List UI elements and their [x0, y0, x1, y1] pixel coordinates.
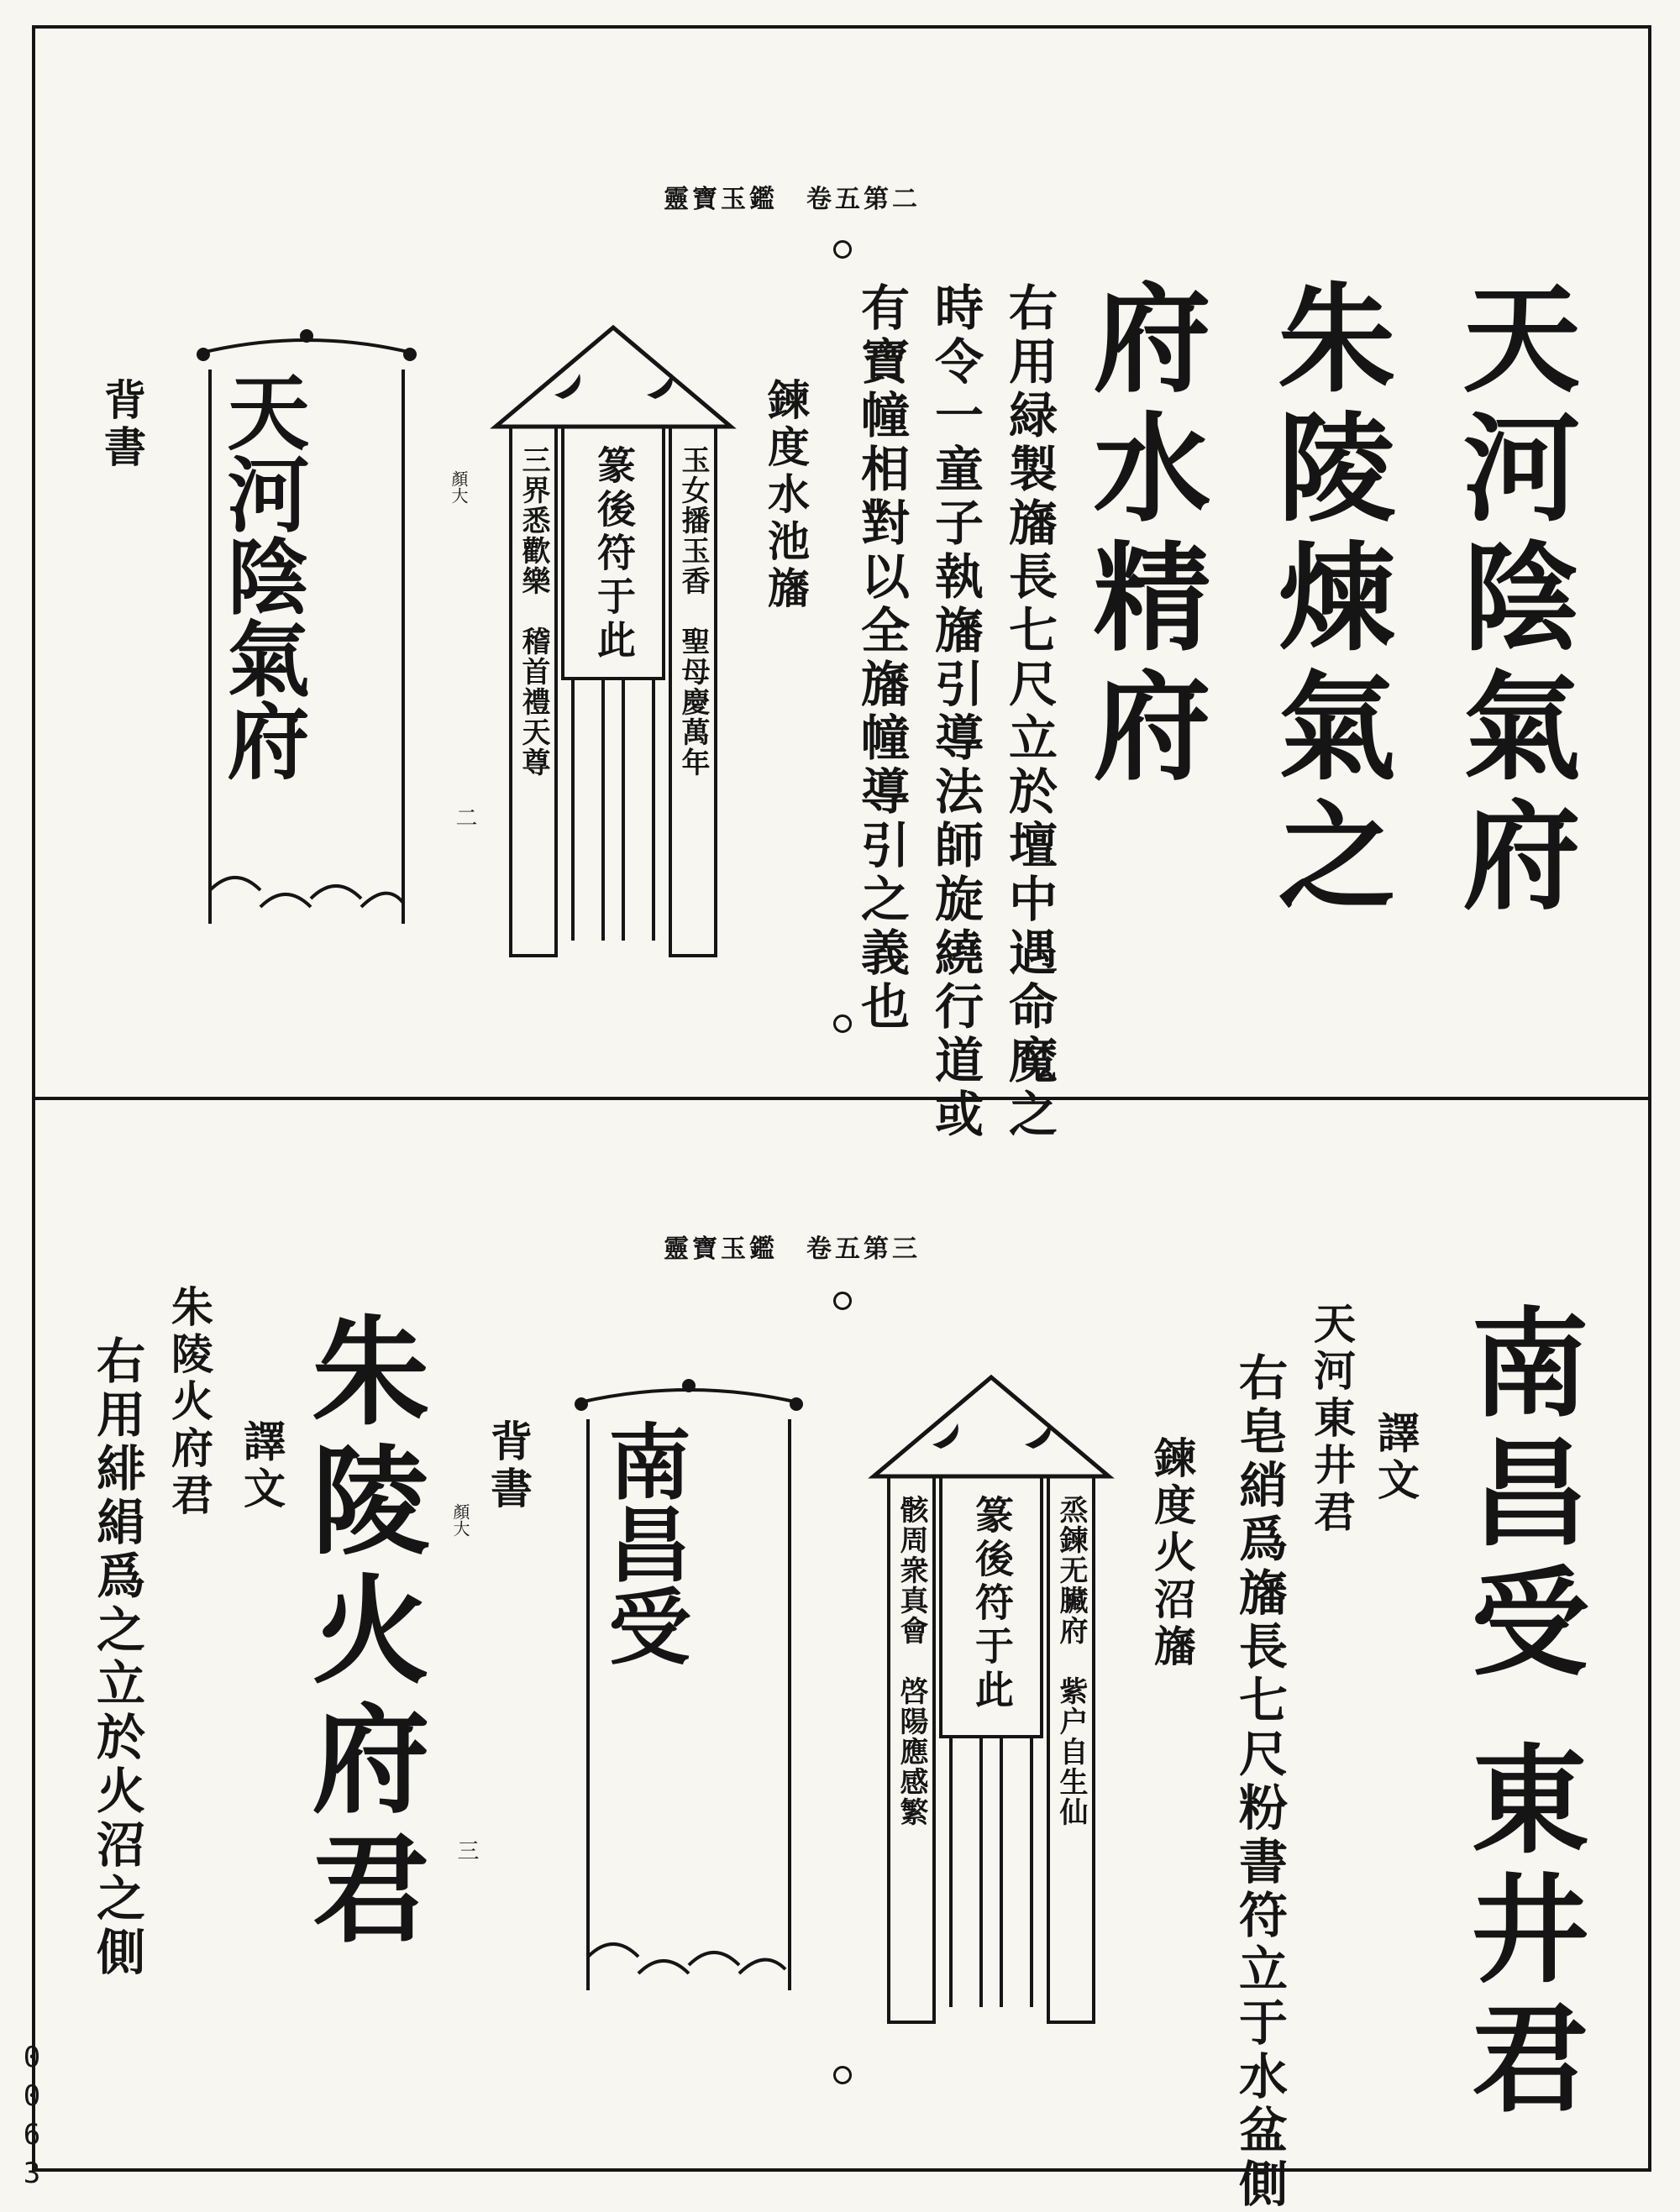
banner-center-text: 篆後符于此: [969, 1495, 1015, 1713]
seal-script-column: 府水精府: [1074, 277, 1211, 794]
seal-script-column: 朱陵火府君: [292, 1310, 430, 1957]
binding-hole: [833, 240, 852, 259]
back-talisman-glyphs: 天河陰氣府: [213, 370, 310, 781]
translation-text: 天河東井君: [1307, 1302, 1357, 1537]
translation-label: 譯文: [1371, 1411, 1420, 1505]
binding-hole: [833, 1292, 852, 1310]
banner-title: 鍊度水池旛: [761, 378, 811, 613]
binding-hole: [833, 2066, 852, 2084]
size-note: 顏大: [450, 1503, 470, 1537]
seal-script-column: 東井君: [1452, 1738, 1589, 2126]
page-number: 二: [452, 806, 477, 828]
translation-label: 譯文: [237, 1419, 286, 1513]
page-header: 靈寶玉鑑 卷五第三: [664, 1234, 921, 1264]
seal-script-column: 朱陵煉氣之: [1258, 277, 1396, 924]
instruction-line: 右皂綃爲旛長七尺粉書符立于水盆側: [1231, 1352, 1288, 2212]
page-code: 0063: [15, 2041, 49, 2195]
back-talisman-glyphs: 南昌受: [595, 1419, 691, 1666]
back-label: 背書: [97, 378, 147, 472]
instruction-line: 右用緑製旛長七尺立於壇中遇命魔之: [1000, 282, 1058, 1142]
page-number: 三: [454, 1839, 479, 1861]
page-header: 靈寶玉鑑 卷五第二: [664, 185, 921, 214]
instruction-line: 右用緋絹爲之立於火沼之側: [88, 1335, 145, 1980]
banner-right-strip: 烝鍊无臟府 紫户自生仙: [1054, 1495, 1088, 1827]
banner-left-strip: 骸周衆真會 啓陽應感繁: [895, 1495, 928, 1827]
instruction-line: 有寶幢相對以全旛幢導引之義也: [853, 282, 910, 1035]
binding-hole: [833, 1014, 852, 1033]
banner-left-strip: 三界悉歡樂 稽首禮天尊: [517, 445, 550, 778]
banner-center-text: 篆後符于此: [591, 445, 637, 663]
instruction-line: 時令一童子執旛引導法師旋繞行道或: [927, 282, 984, 1142]
bottom-page: [0, 1100, 1680, 2212]
banner-right-strip: 玉女播玉香 聖母慶萬年: [676, 445, 710, 778]
size-note: 顏大: [449, 470, 469, 504]
seal-script-column: 南昌受: [1452, 1302, 1589, 1690]
seal-script-column: 天河陰氣府: [1443, 277, 1581, 924]
translation-text: 朱陵火府君: [165, 1285, 214, 1520]
back-label: 背書: [484, 1419, 533, 1513]
banner-title: 鍊度火沼旛: [1147, 1436, 1197, 1671]
